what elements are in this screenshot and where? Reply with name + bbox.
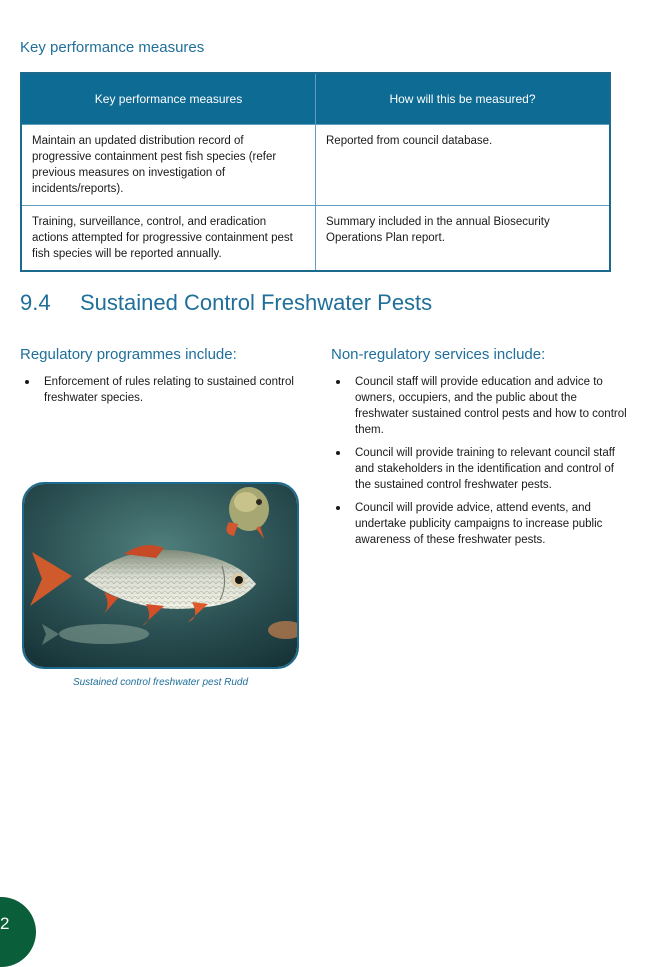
kpm-heading: Key performance measures	[20, 39, 205, 56]
non-regulatory-heading: Non-regulatory services include:	[331, 346, 546, 363]
list-item: Council staff will provide education and advice to owners, occupiers, and the public about the freshwater sustained control pests and how to control them.	[331, 374, 631, 438]
section-number: 9.4	[20, 290, 51, 315]
non-regulatory-list	[331, 374, 631, 555]
table-header-method: How will this be measured?	[316, 73, 611, 125]
regulatory-heading: Regulatory programmes include:	[20, 346, 237, 363]
table-header-row	[21, 73, 610, 125]
page-number: 2	[0, 914, 10, 933]
section-title	[20, 290, 432, 316]
rudd-photo	[22, 482, 299, 669]
rudd-illustration	[24, 484, 297, 667]
table-cell-measure: Training, surveillance, control, and eradication actions attempted for progressive containment pest fish species will be reported annually.	[21, 206, 316, 272]
list-item: Council will provide training to relevant council staff and stakeholders in the identification and control of the sustained control freshwater pests.	[331, 445, 631, 493]
list-item: Council will provide advice, attend events, and undertake publicity campaigns to increase public awareness of these freshwater pests.	[331, 500, 631, 548]
table-row	[21, 125, 610, 206]
section-title-text: Sustained Control Freshwater Pests	[80, 290, 433, 315]
photo-caption: Sustained control freshwater pest Rudd	[72, 677, 249, 688]
table-row	[21, 206, 610, 272]
table-cell-method: Summary included in the annual Biosecurity Operations Plan report.	[316, 206, 611, 272]
table-cell-measure: Maintain an updated distribution record of progressive containment pest fish species (refer previous measures on investigation of incidents/reports).	[21, 125, 316, 206]
table-cell-method: Reported from council database.	[316, 125, 611, 206]
table-header-measures: Key performance measures	[21, 73, 316, 125]
list-item: Enforcement of rules relating to sustained control freshwater species.	[20, 374, 310, 406]
regulatory-list	[20, 374, 310, 413]
kpm-table	[20, 72, 611, 272]
